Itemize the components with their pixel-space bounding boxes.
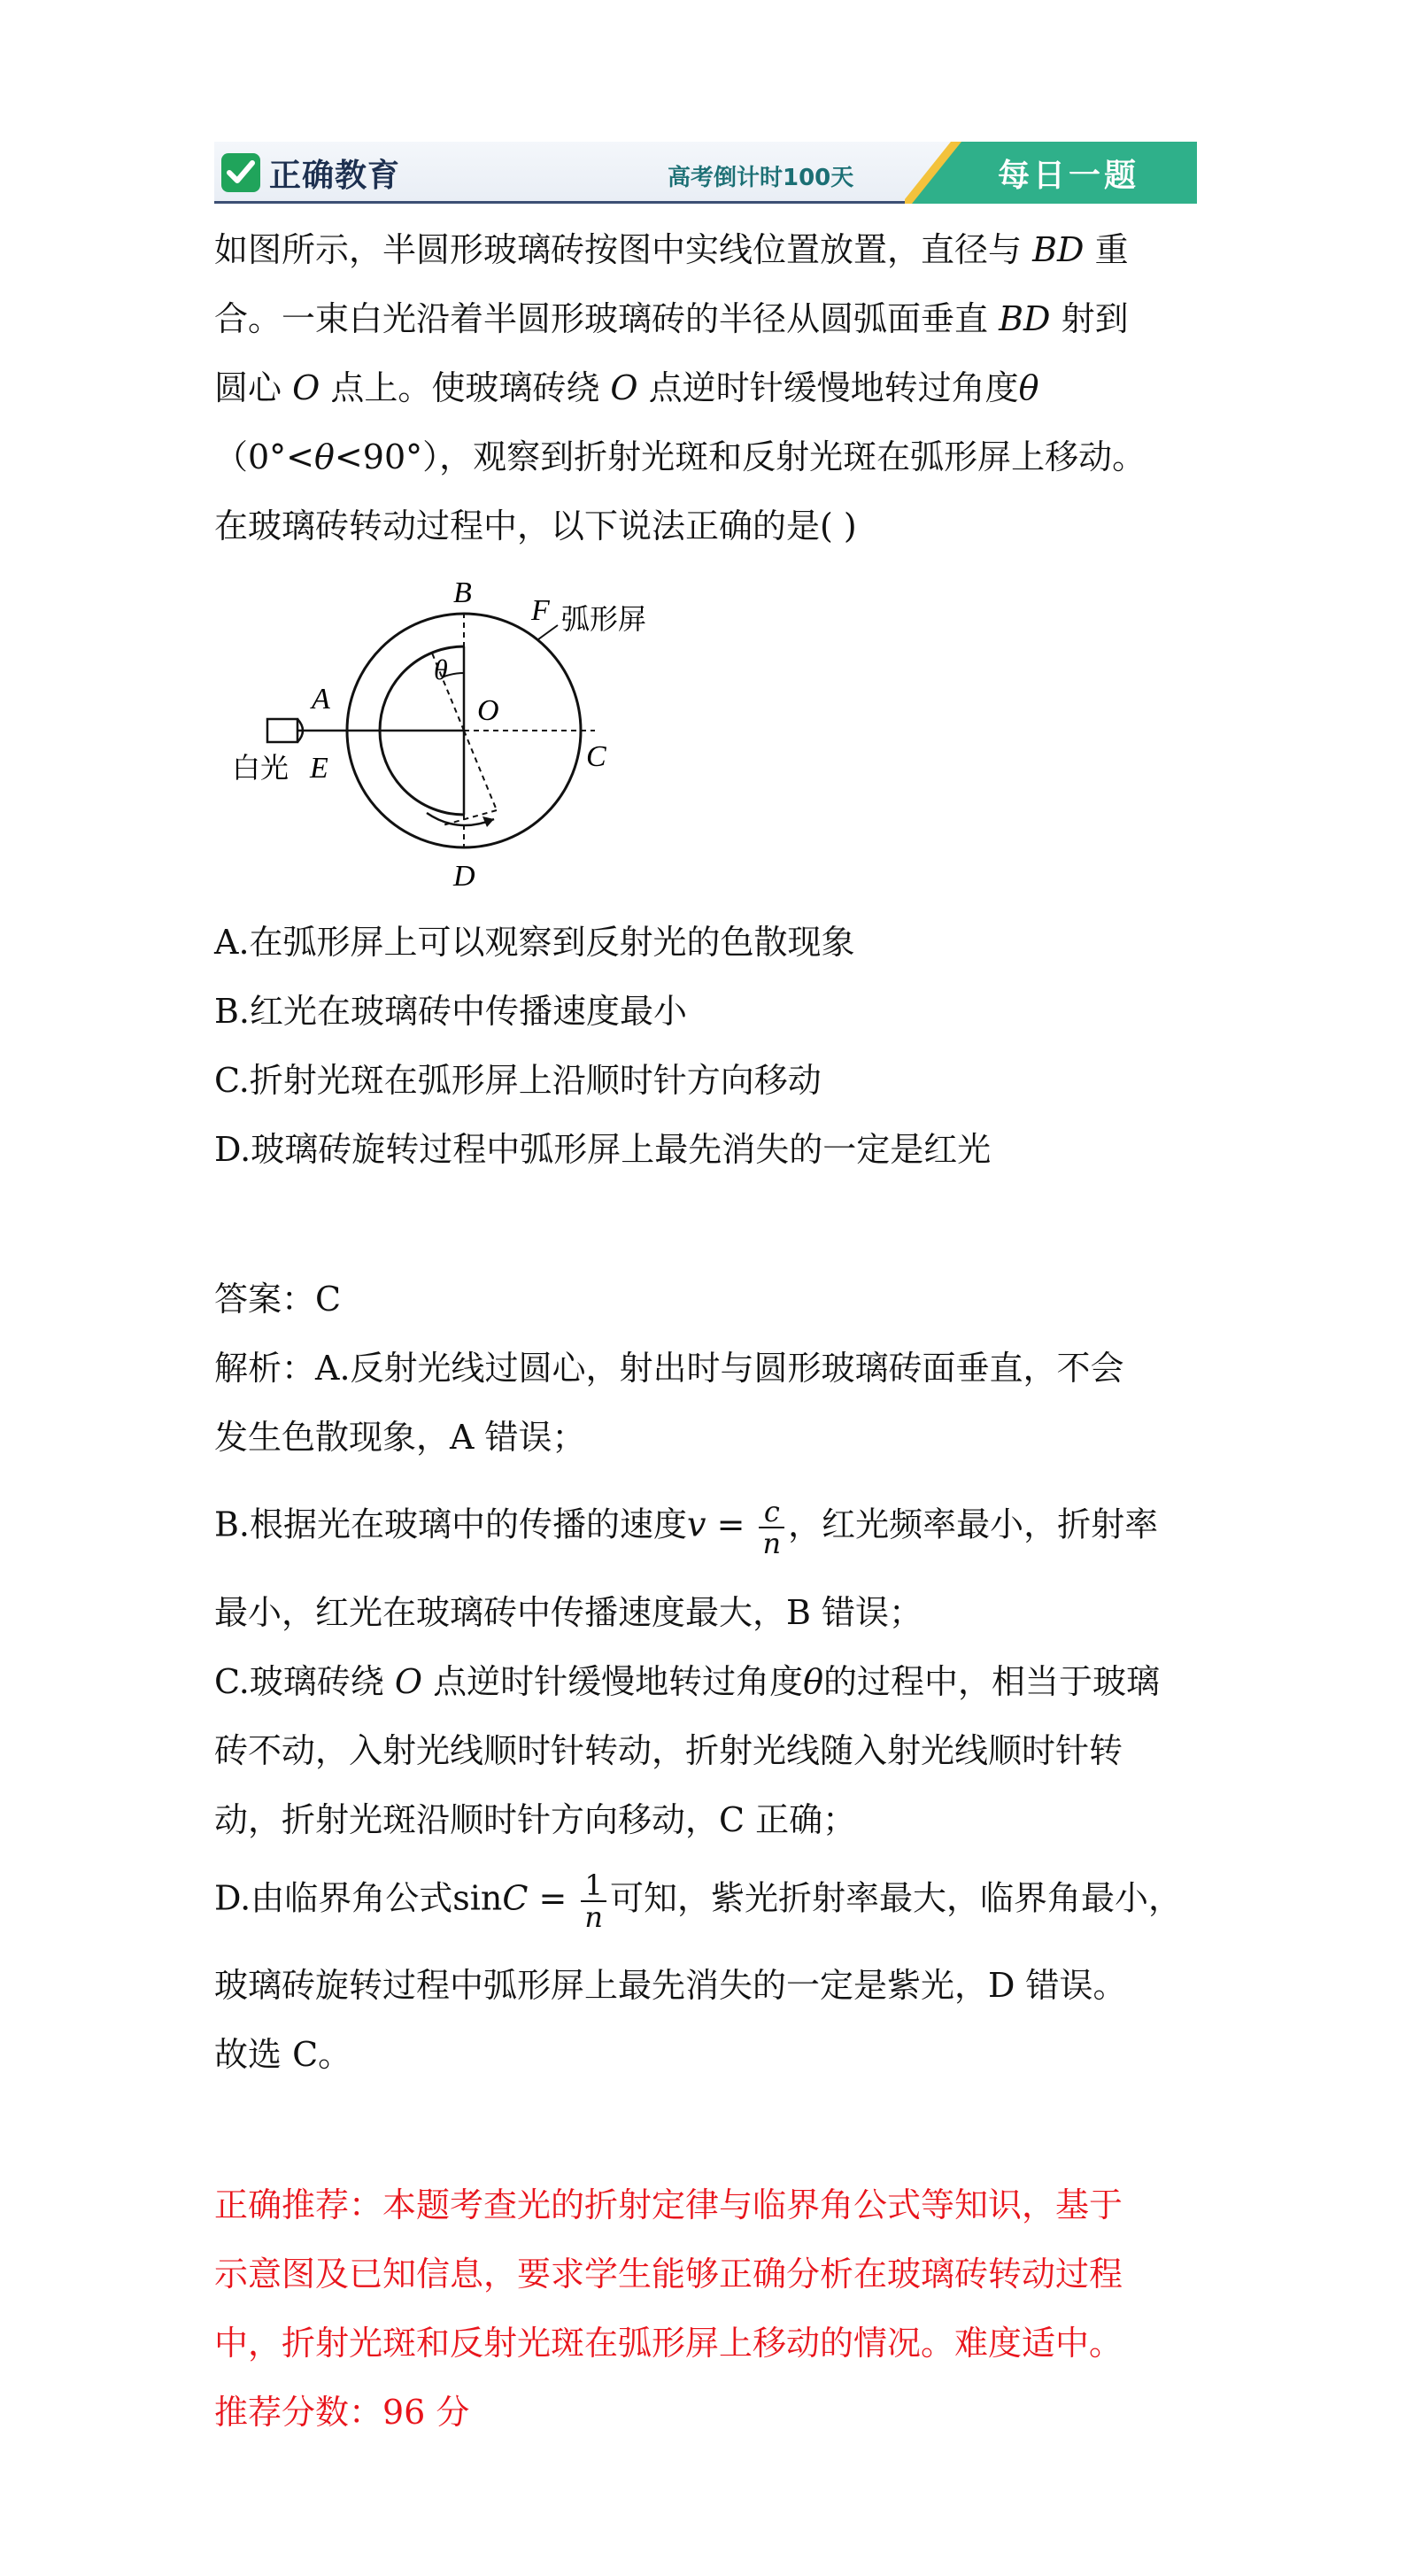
analysis-conclusion: 故选 C。 [214, 2035, 352, 2074]
recommend-line-2: 示意图及已知信息，要求学生能够正确分析在玻璃砖转动过程 [214, 2255, 1123, 2294]
option-b: B.红光在玻璃砖中传播速度最小 [214, 992, 688, 1031]
analysis-a-line-2: 发生色散现象，A 错误； [214, 1418, 586, 1457]
analysis-d-line-1: D.由临界角公式sinC = $\frac{1}{n}$ 可知，紫光折射率最大，临界角最小， [214, 1868, 1183, 1934]
analysis-c-line-3: 动，折射光斑沿顺时针方向移动，C 正确； [214, 1800, 857, 1839]
daily-question-tag [905, 142, 1197, 204]
answer-label: 答案：C [214, 1280, 342, 1319]
recommend-line-1: 正确推荐：本题考查光的折射定律与临界角公式等知识，基于 [214, 2185, 1123, 2224]
option-d: D.玻璃砖旋转过程中弧形屏上最先消失的一定是红光 [214, 1130, 992, 1169]
analysis-a-line-1: 解析：A.反射光线过圆心，射出时与圆形玻璃砖面垂直，不会 [214, 1349, 1124, 1388]
brand-name: 正确教育 [269, 157, 401, 194]
check-icon [221, 153, 260, 192]
header-banner [214, 142, 1197, 204]
light-source-icon [267, 719, 297, 742]
svg-text:白光: 白光 [232, 751, 289, 785]
optics-diagram [232, 576, 710, 903]
svg-text:O: O [477, 694, 499, 727]
fraction-1-over-n: $\frac{1}{n}$ [581, 1870, 606, 1932]
question-line-3: 圆心 O 点上。使玻璃砖绕 O 点逆时针缓慢地转过角度θ [214, 368, 1039, 407]
brand-logo [221, 151, 400, 195]
analysis-b-line-2: 最小，红光在玻璃砖中传播速度最大，B 错误； [214, 1593, 923, 1632]
option-a: A.在弧形屏上可以观察到反射光的色散现象 [214, 923, 855, 962]
fraction-c-over-n: $\frac{c}{n}$ [759, 1497, 784, 1559]
analysis-b-line-1: B.根据光在玻璃中的传播的速度v = $\frac{c}{n}$ ，红光频率最小，折射率 [214, 1495, 1159, 1560]
analysis-d-line-2: 玻璃砖旋转过程中弧形屏上最先消失的一定是紫光，D 错误。 [214, 1966, 1127, 2005]
recommend-score: 推荐分数：96 分 [214, 2393, 470, 2432]
countdown-text: 高考倒计时100天 [668, 165, 854, 191]
option-c: C.折射光斑在弧形屏上沿顺时针方向移动 [214, 1061, 822, 1100]
svg-text:C: C [586, 740, 606, 773]
svg-text:D: D [453, 860, 475, 893]
question-line-4: （0°<θ<90°），观察到折射光斑和反射光斑在弧形屏上移动。 [214, 437, 1146, 476]
question-line-5: 在玻璃砖转动过程中，以下说法正确的是( ) [214, 507, 857, 545]
question-line-1: 如图所示，半圆形玻璃砖按图中实线位置放置，直径与 BD 重 [214, 230, 1129, 269]
svg-text:A: A [312, 683, 330, 716]
svg-text:E: E [310, 752, 328, 785]
svg-text:θ: θ [434, 654, 448, 685]
svg-text:B: B [453, 576, 472, 609]
question-line-2: 合。一束白光沿着半圆形玻璃砖的半径从圆弧面垂直 BD 射到 [214, 299, 1129, 338]
svg-text:弧形屏: 弧形屏 [561, 602, 647, 636]
svg-text:F: F [531, 594, 550, 627]
analysis-c-line-1: C.玻璃砖绕 O 点逆时针缓慢地转过角度θ的过程中，相当于玻璃 [214, 1662, 1161, 1701]
analysis-c-line-2: 砖不动，入射光线顺时针转动，折射光线随入射光线顺时针转 [214, 1731, 1123, 1770]
daily-question-label: 每日一题 [998, 158, 1140, 194]
recommend-line-3: 中，折射光斑和反射光斑在弧形屏上移动的情况。难度适中。 [214, 2324, 1123, 2363]
